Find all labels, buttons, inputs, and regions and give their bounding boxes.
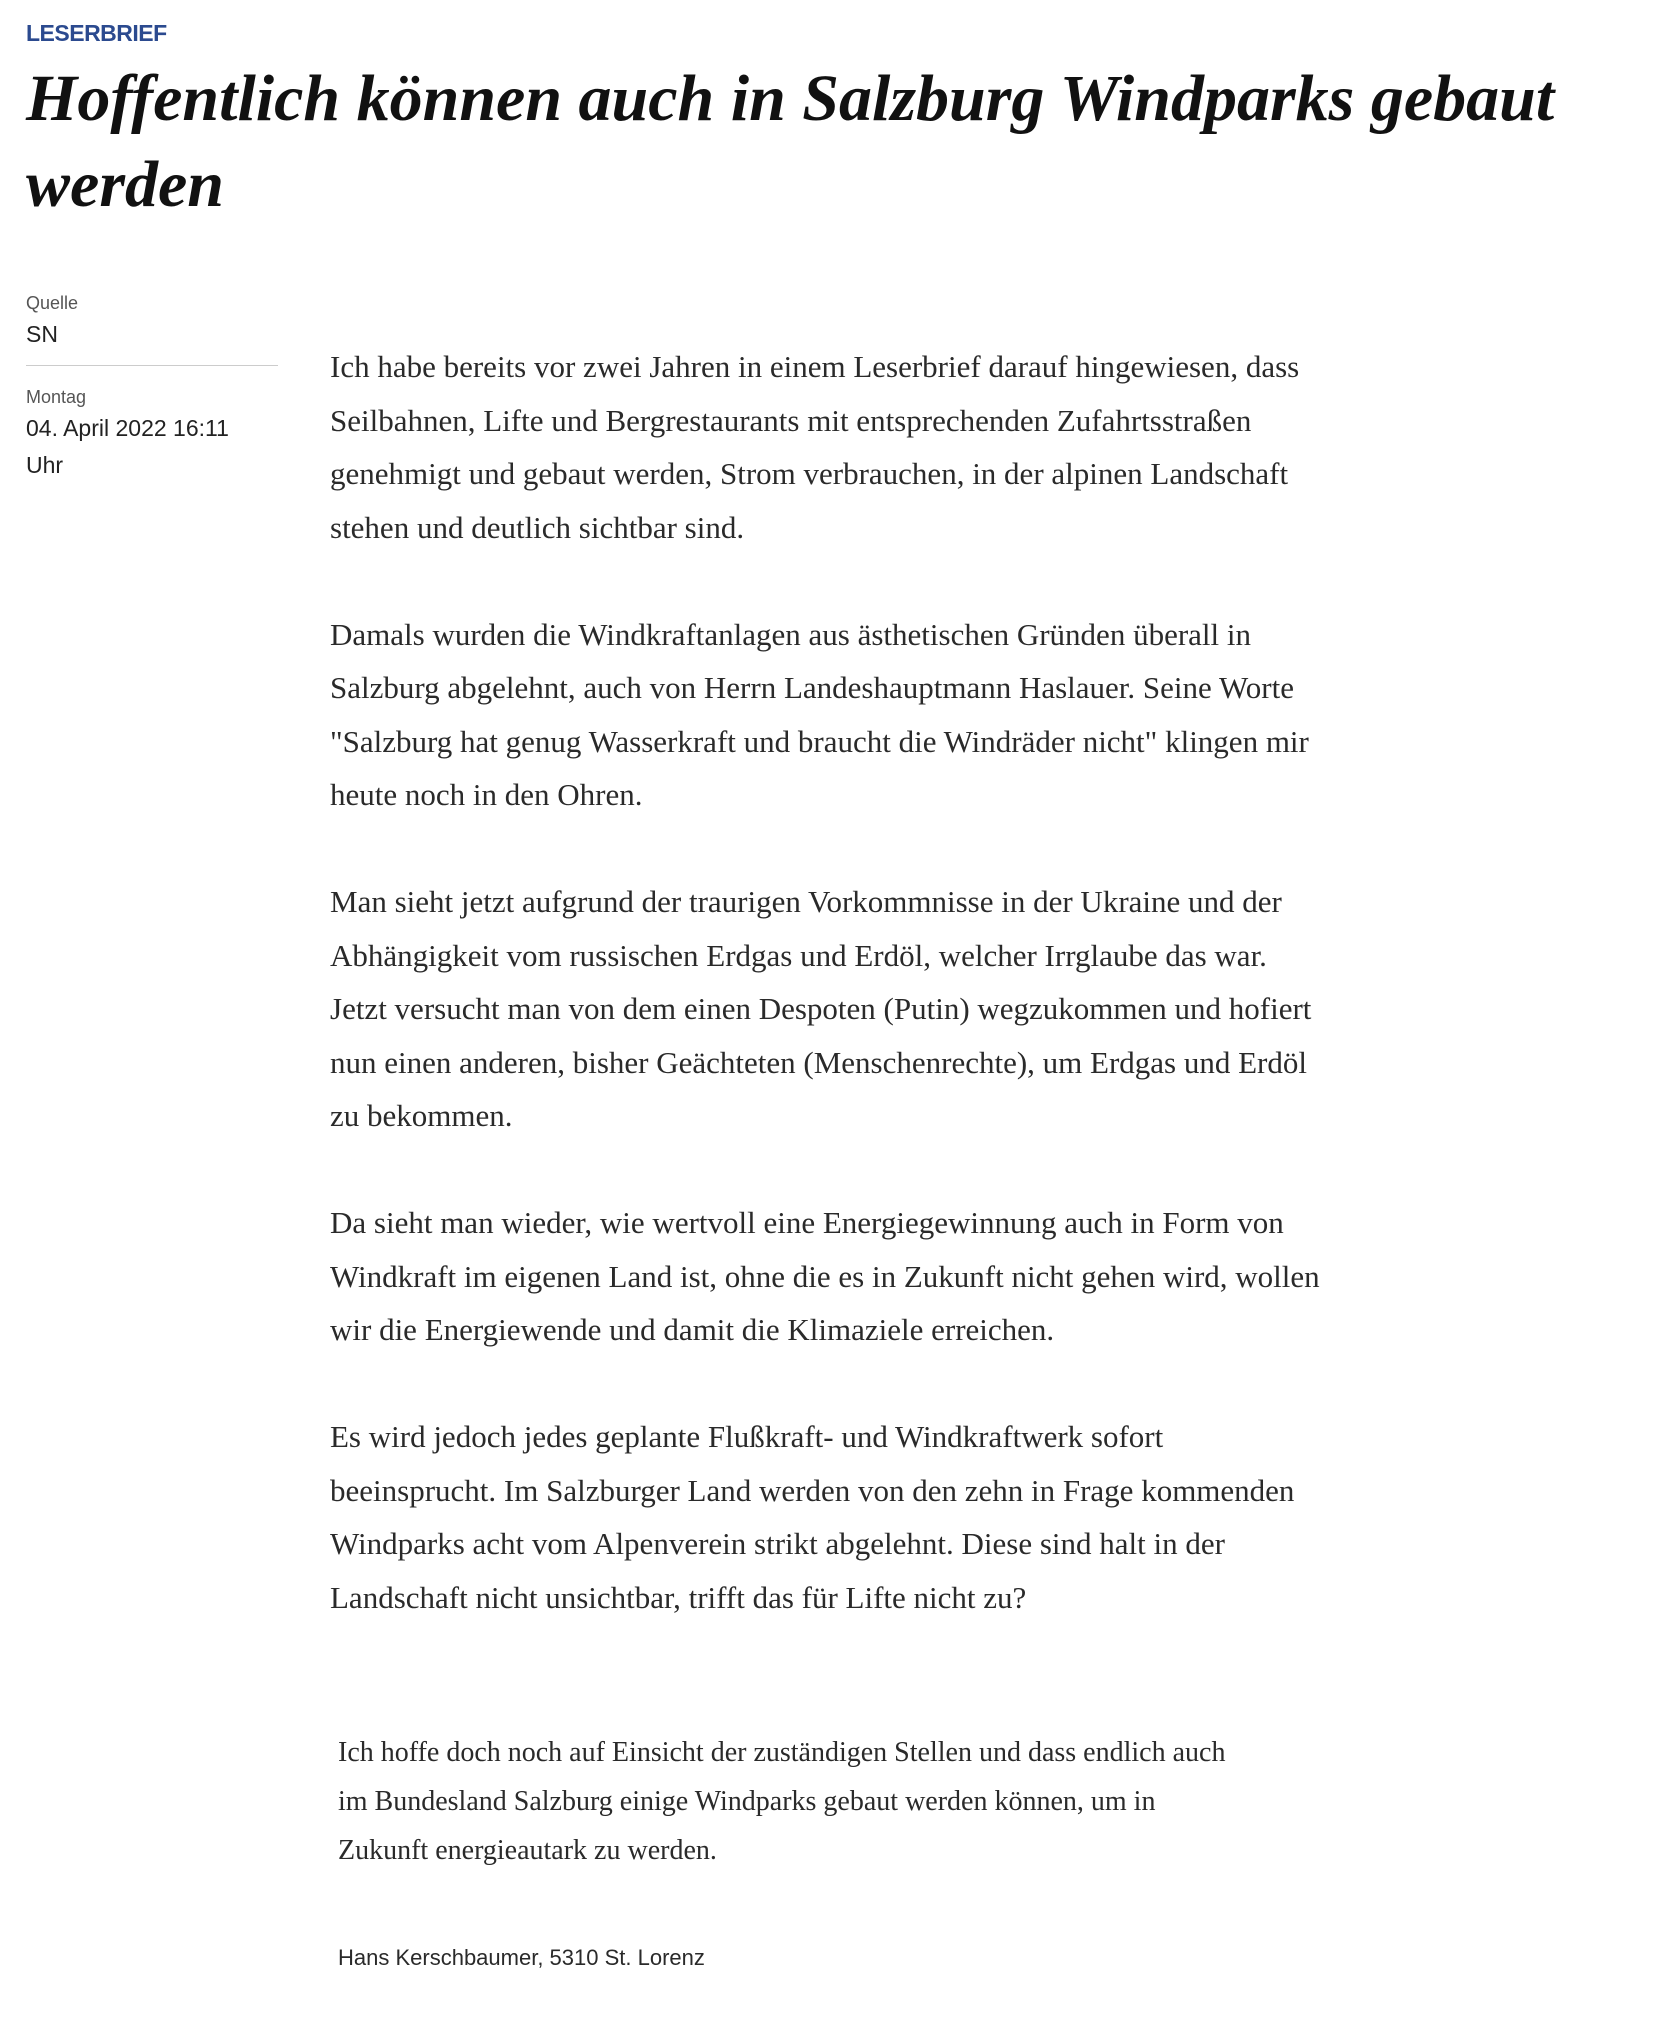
- text-line: Abhängigkeit vom russischen Erdgas und Erdöl, welcher Irrglaube das war.: [330, 937, 1267, 973]
- text-line: Damals wurden die Windkraftanlagen aus ästhetischen Gründen überall in: [330, 616, 1251, 652]
- text-line: Man sieht jetzt aufgrund der traurigen Vorkommnisse in der Ukraine und der: [330, 884, 1282, 919]
- text-line: Salzburg abgelehnt, auch von Herrn Landeshauptmann Haslauer. Seine Worte: [330, 670, 1294, 705]
- text-line: stehen und deutlich sichtbar sind.: [330, 509, 745, 545]
- text-line: Da sieht man wieder, wie wertvoll eine Energiegewinnung auch in Form von: [330, 1205, 1284, 1240]
- meta-divider: [26, 365, 278, 366]
- day-label: Montag: [26, 387, 87, 407]
- text-line: Ich hoffe doch noch auf Einsicht der zuständigen Stellen und dass endlich auch: [338, 1737, 1226, 1768]
- paragraph: [330, 1410, 1320, 1624]
- source-label: Quelle: [26, 293, 79, 313]
- text-line: Zukunft energieautark zu werden.: [338, 1835, 717, 1866]
- paragraph: [330, 875, 1320, 1143]
- text-line: genehmigt und gebaut werden, Strom verbrauchen, in der alpinen Landschaft: [330, 456, 1289, 491]
- category-kicker[interactable]: LESERBRIEF: [26, 20, 167, 46]
- text-line: Windkraft im eigenen Land ist, ohne die es in Zukunft nicht gehen wird, wollen: [330, 1258, 1320, 1294]
- closing-paragraph: [338, 1728, 1225, 1875]
- text-line: beeinsprucht. Im Salzburger Land werden von den zehn in Frage kommenden: [330, 1472, 1295, 1508]
- publish-time-suffix: Uhr: [26, 452, 64, 478]
- text-line: "Salzburg hat genug Wasserkraft und braucht die Windräder nicht" klingen mir: [330, 723, 1309, 759]
- text-line: wir die Energiewende und damit die Klimaziele erreichen.: [330, 1312, 1055, 1347]
- text-line: Es wird jedoch jedes geplante Flußkraft- und Windkraftwerk sofort: [330, 1419, 1164, 1454]
- text-line: heute noch in den Ohren.: [330, 777, 643, 812]
- text-line: Landschaft nicht unsichtbar, trifft das für Lifte nicht zu?: [330, 1579, 1027, 1615]
- text-line: Seilbahnen, Lifte und Bergrestaurants mit entsprechenden Zufahrtsstraßen: [330, 402, 1252, 438]
- text-line: im Bundesland Salzburg einige Windparks gebaut werden können, um in: [338, 1786, 1156, 1817]
- paragraph: [330, 1196, 1320, 1357]
- paragraph: [330, 608, 1320, 822]
- text-line: Ich habe bereits vor zwei Jahren in einem Leserbrief darauf hingewiesen, dass: [330, 349, 1300, 384]
- title-line: werden: [26, 148, 224, 221]
- source-value: SN: [26, 321, 58, 347]
- text-line: nun einen anderen, bisher Geächteten (Menschenrechte), um Erdgas und Erdöl: [330, 1044, 1307, 1080]
- text-line: zu bekommen.: [330, 1098, 513, 1133]
- author-signature: Hans Kerschbaumer, 5310 St. Lorenz: [338, 1945, 705, 1970]
- article-body: [330, 340, 1320, 1678]
- title-line: Hoffentlich können auch in Salzburg Windparks gebaut: [26, 62, 1555, 135]
- text-line: Jetzt versucht man von dem einen Despoten (Putin) wegzukommen und hofiert: [330, 991, 1312, 1026]
- article-meta: [26, 290, 278, 484]
- publish-date: 04. April 2022 16:11: [26, 415, 229, 441]
- paragraph: [330, 340, 1320, 554]
- article-title: [26, 56, 1646, 228]
- text-line: Windparks acht vom Alpenverein strikt abgelehnt. Diese sind halt in der: [330, 1526, 1225, 1561]
